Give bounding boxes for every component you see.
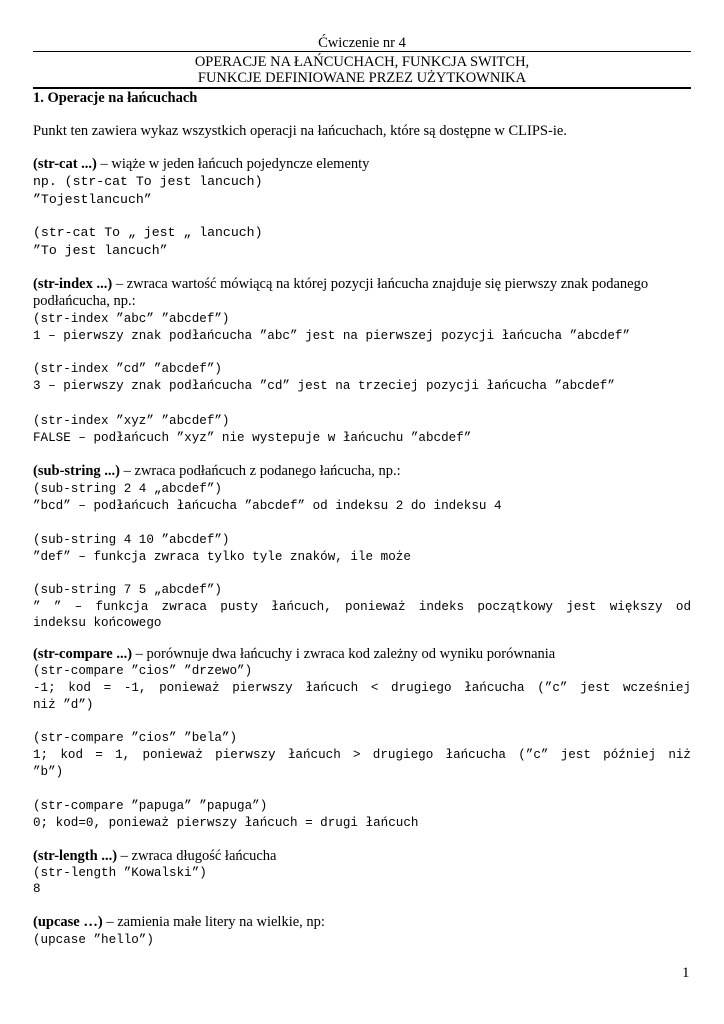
str-length-name: (str-length ...) xyxy=(33,848,118,864)
str-index-definition xyxy=(33,276,648,293)
str-index-desc-line-2: podłańcucha, np.: xyxy=(33,293,136,309)
str-cat-example-1-call: np. (str-cat To jest lancuch) xyxy=(33,174,263,189)
str-length-example-1-result: 8 xyxy=(33,882,41,896)
upcase-definition xyxy=(33,914,325,931)
str-compare-example-1-call: (str-compare ”cios” ”drzewo”) xyxy=(33,664,253,678)
sub-string-example-1-result: ”bcd” – podłańcuch łańcucha ”abcdef” od indeksu 2 do indeksu 4 xyxy=(33,499,502,513)
str-cat-desc: – wiąże w jeden łańcuch pojedyncze elementy xyxy=(96,156,370,172)
page-title-line-1: OPERACJE NA ŁAŃCUCHACH, FUNKCJA SWITCH, xyxy=(194,54,530,70)
str-compare-example-2-result-line-1: 1; kod = 1, ponieważ pierwszy łańcuch > drugiego łańcucha (”c” jest później niż xyxy=(33,748,691,762)
str-index-name: (str-index ...) xyxy=(33,276,113,292)
str-cat-example-1-result: ”Tojestlancuch” xyxy=(33,192,152,207)
header-rule-bottom xyxy=(33,87,691,89)
page-number: 1 xyxy=(682,965,690,981)
sub-string-example-1-call: (sub-string 2 4 „abcdef”) xyxy=(33,482,222,496)
str-cat-example-2-result: ”To jest lancuch” xyxy=(33,243,168,258)
sub-string-example-3-result-line-1: ” ” – funkcja zwraca pusty łańcuch, ponieważ indeks początkowy jest większy od xyxy=(33,600,691,614)
header-rule-top xyxy=(33,51,691,52)
str-compare-desc: – porównuje dwa łańcuchy i zwraca kod zależny od wyniku porównania xyxy=(132,646,556,662)
page-title-line-2: FUNKCJE DEFINIOWANE PRZEZ UŻYTKOWNIKA xyxy=(197,70,527,86)
intro-paragraph: Punkt ten zawiera wykaz wszystkich operacji na łańcuchach, które są dostępne w CLIPS-ie. xyxy=(33,123,567,139)
str-length-example-1-call: (str-length ”Kowalski”) xyxy=(33,866,207,880)
upcase-name: (upcase …) xyxy=(33,914,103,930)
sub-string-example-2-call: (sub-string 4 10 ”abcdef”) xyxy=(33,533,230,547)
str-cat-example-2-call: (str-cat To „ jest „ lancuch) xyxy=(33,225,263,240)
str-compare-example-1-result-line-1: -1; kod = -1, ponieważ pierwszy łańcuch < drugiego łańcucha (”c” jest wcześniej xyxy=(33,681,691,695)
str-index-example-1-result: 1 – pierwszy znak podłańcucha ”abc” jest na pierwszej pozycji łańcucha ”abcdef” xyxy=(33,329,631,343)
sub-string-definition xyxy=(33,463,401,480)
str-index-example-1-call: (str-index ”abc” ”abcdef”) xyxy=(33,312,230,326)
str-index-desc: – zwraca wartość mówiącą na której pozycji łańcucha znajduje się pierwszy znak podanego xyxy=(112,276,649,292)
str-compare-example-3-result: 0; kod=0, ponieważ pierwszy łańcuch = drugi łańcuch xyxy=(33,816,419,830)
upcase-desc: – zamienia małe litery na wielkie, np: xyxy=(102,914,325,930)
str-compare-example-2-result-line-2: ”b”) xyxy=(33,765,64,779)
str-cat-name: (str-cat ...) xyxy=(33,156,97,172)
str-compare-name: (str-compare ...) xyxy=(33,646,133,662)
str-index-example-2-result: 3 – pierwszy znak podłańcucha ”cd” jest na trzeciej pozycji łańcucha ”abcdef” xyxy=(33,379,615,393)
str-cat-definition xyxy=(33,156,369,173)
str-compare-example-1-result-line-2: niż ”d”) xyxy=(33,698,94,712)
str-compare-example-2-call: (str-compare ”cios” ”bela”) xyxy=(33,731,238,745)
sub-string-desc: – zwraca podłańcuch z podanego łańcucha, np.: xyxy=(120,463,401,479)
str-compare-example-3-call: (str-compare ”papuga” ”papuga”) xyxy=(33,799,268,813)
str-index-example-2-call: (str-index ”cd” ”abcdef”) xyxy=(33,362,222,376)
sub-string-example-3-result-line-2: indeksu końcowego xyxy=(33,616,162,630)
upcase-example-1-call: (upcase ”hello”) xyxy=(33,933,154,947)
sub-string-example-3-call: (sub-string 7 5 „abcdef”) xyxy=(33,583,222,597)
exercise-label: Ćwiczenie nr 4 xyxy=(318,35,406,51)
str-index-example-3-result: FALSE – podłańcuch ”xyz” nie wystepuje w łańcuchu ”abcdef” xyxy=(33,431,472,445)
section-heading: 1. Operacje na łańcuchach xyxy=(33,90,198,106)
str-length-definition xyxy=(33,848,276,865)
str-compare-definition xyxy=(33,646,555,663)
str-length-desc: – zwraca długość łańcucha xyxy=(117,848,277,864)
str-index-example-3-call: (str-index ”xyz” ”abcdef”) xyxy=(33,414,230,428)
sub-string-name: (sub-string ...) xyxy=(33,463,121,479)
sub-string-example-2-result: ”def” – funkcja zwraca tylko tyle znaków, ile może xyxy=(33,550,411,564)
